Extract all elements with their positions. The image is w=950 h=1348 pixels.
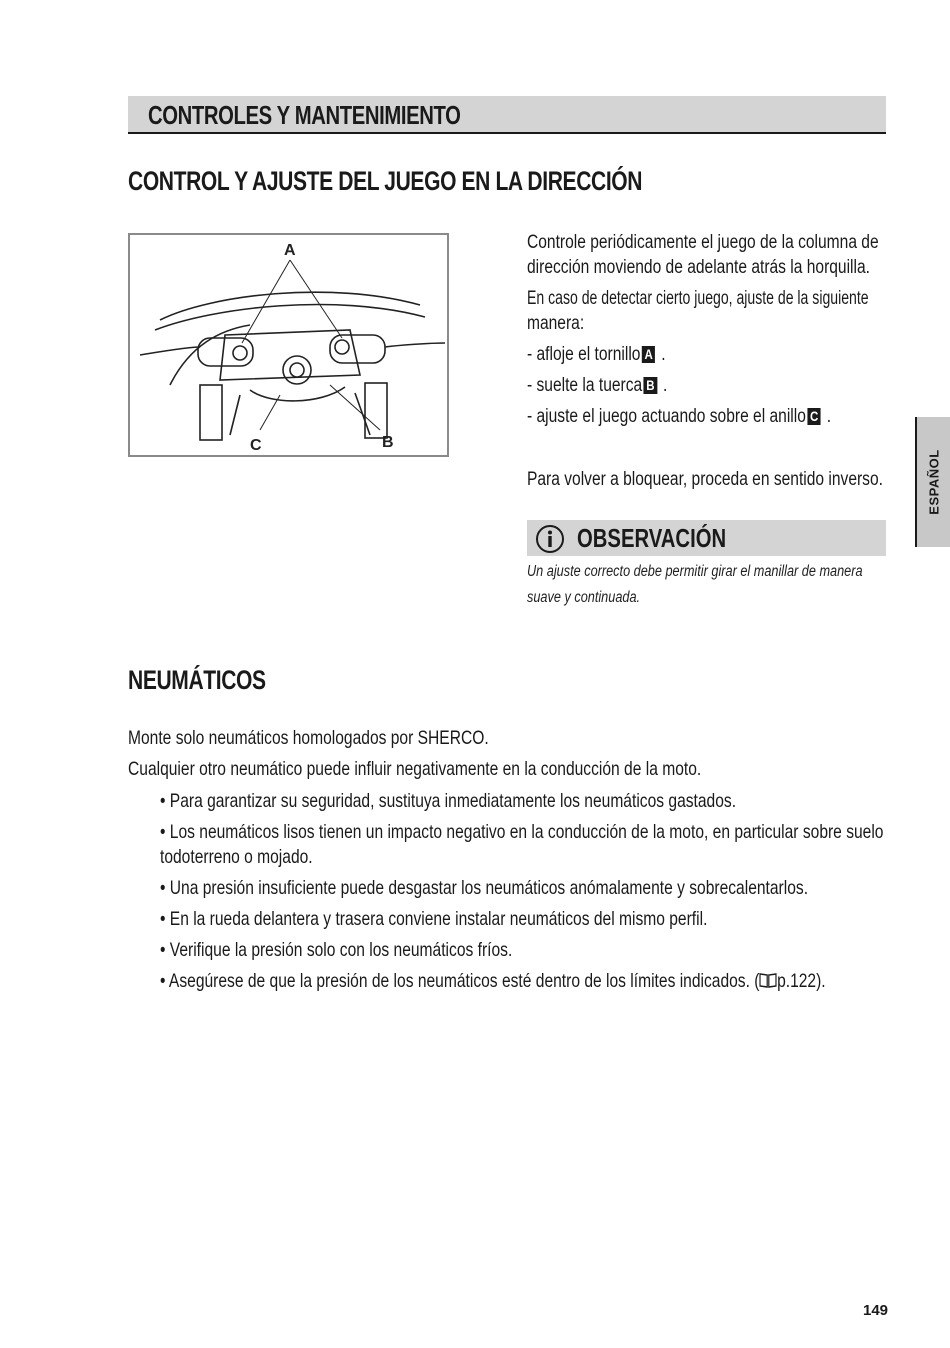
tires-bullet-5: • Verifique la presión solo con los neumáticos fríos. <box>160 939 513 961</box>
tires-bullet-2: • Los neumáticos lisos tienen un impacto negativo en la conducción de la moto, en particular sobre suelo <box>160 821 884 843</box>
key-b: B <box>644 377 657 394</box>
tires-intro-1: Monte solo neumáticos homologados por SHERCO. <box>128 727 489 749</box>
para2-line-1: En caso de detectar cierto juego, ajuste de la siguiente <box>527 288 869 309</box>
steering-head-illustration <box>130 235 447 455</box>
figure-label-a: A <box>284 242 296 259</box>
key-a: A <box>642 346 655 363</box>
figure-label-b: B <box>382 434 394 451</box>
tires-intro-2: Cualquier otro neumático puede influir negativamente en la conducción de la moto. <box>128 758 702 780</box>
relock-text: Para volver a bloquear, proceda en sentido inverso. <box>527 469 883 490</box>
section-header <box>128 96 886 134</box>
tires-title: NEUMÁTICOS <box>128 665 266 695</box>
info-icon <box>535 524 565 554</box>
steering-figure <box>128 233 449 457</box>
para1-line-2: dirección moviendo de adelante atrás la horquilla. <box>527 257 870 278</box>
steering-title: CONTROL Y AJUSTE DEL JUEGO EN LA DIRECCIÓN <box>128 166 643 196</box>
tires-bullet-4: • En la rueda delantera y trasera conviene instalar neumáticos del mismo perfil. <box>160 908 708 930</box>
observation-title: OBSERVACIÓN <box>577 523 727 553</box>
key-c: C <box>808 408 821 425</box>
book-icon <box>759 971 777 989</box>
tires-bullet-3: • Una presión insuficiente puede desgastar los neumáticos anómalamente y sobrecalentarlos. <box>160 877 809 899</box>
page-number: 149 <box>863 1302 889 1319</box>
step-2: - suelte la tuerca B . <box>527 375 668 396</box>
observation-header <box>527 520 886 556</box>
step-3: - ajuste el juego actuando sobre el anillo C . <box>527 406 832 427</box>
observation-line-2: suave y continuada. <box>527 589 641 606</box>
observation-line-1: Un ajuste correcto debe permitir girar el manillar de manera <box>527 563 863 580</box>
tires-bullet-2-cont: todoterreno o mojado. <box>160 846 313 868</box>
para1-line-1: Controle periódicamente el juego de la columna de <box>527 232 879 253</box>
para2-line-2: manera: <box>527 313 585 334</box>
figure-label-c: C <box>250 437 262 454</box>
section-header-title: CONTROLES Y MANTENIMIENTO <box>148 100 461 130</box>
tires-bullet-1: • Para garantizar su seguridad, sustituya inmediatamente los neumáticos gastados. <box>160 790 737 812</box>
step-1: - afloje el tornillo A . <box>527 344 666 365</box>
language-tab: ESPAÑOL <box>915 417 950 547</box>
tires-bullet-6: • Asegúrese de que la presión de los neumáticos esté dentro de los límites indicados. ( p.122). <box>160 970 826 992</box>
page-reference: p.122). <box>777 970 826 992</box>
